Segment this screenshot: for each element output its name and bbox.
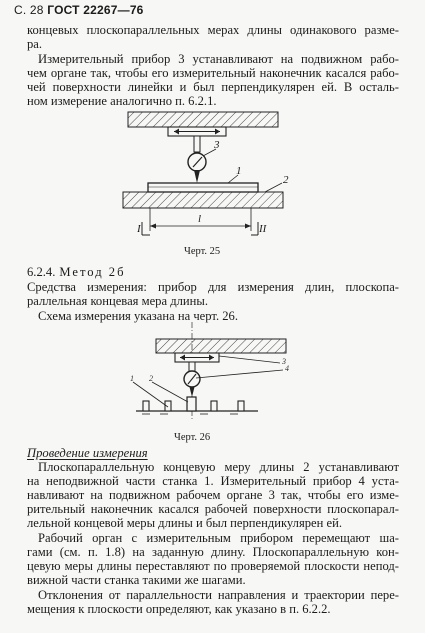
- ruler: [148, 183, 258, 192]
- gauge-block: [143, 401, 149, 411]
- page-number: С. 28: [14, 3, 44, 17]
- label-2: 2: [149, 374, 153, 383]
- figure-26-drawing: [0, 322, 425, 432]
- figure-25-drawing: [0, 110, 425, 250]
- label-3: 3: [282, 357, 286, 366]
- text-line: Плоскопараллельную концевую меру длины 2 устанавливают: [38, 460, 399, 474]
- text-line: вижной части станка такими же шагами.: [27, 573, 246, 587]
- label-ruler: 1: [236, 165, 242, 177]
- gauge-block: [211, 401, 217, 411]
- working-organ-slab: [156, 339, 286, 353]
- mark-I: I: [137, 223, 141, 235]
- page-header: [14, 3, 144, 17]
- subheading: Проведение измерения: [27, 446, 148, 460]
- text-line: мещения к плоскости определяют, как указано в п. 6.2.2.: [27, 602, 331, 616]
- text-line: гами (см. п. 1.8) на заданную длину. Плоскопараллельную кон-: [27, 545, 399, 559]
- text-line: Измерительный прибор 3 устанавливают на подвижном рабо-: [38, 52, 399, 66]
- section-number: 6.2.4.: [27, 265, 56, 279]
- label-base: 2: [283, 174, 289, 186]
- text-line: цевую меры длины переставляют по проверяемой плоскости непод-: [27, 559, 399, 573]
- label-1: 1: [130, 374, 134, 383]
- machine-base: [123, 192, 283, 208]
- moving-slab: [128, 112, 278, 127]
- text-line: ра.: [27, 37, 43, 51]
- section-heading: [27, 265, 126, 280]
- text-line: на неподвижной части станка 1. Измерительный прибор 4 уста-: [27, 474, 399, 488]
- text-line: навливают на подвижном рабочем органе 3 так, чтобы его изме-: [27, 488, 399, 502]
- figure-25-caption: Черт. 25: [184, 246, 221, 257]
- figure-26-caption: Черт. 26: [174, 432, 211, 443]
- text-line: чей поверхности линейки и был перпендикулярен ей. В осталь-: [27, 80, 399, 94]
- text-line: чем органе так, чтобы его измерительный наконечник касался рабо-: [27, 66, 399, 80]
- standard-code: ГОСТ 22267—76: [47, 3, 144, 17]
- label-4: 4: [285, 364, 289, 373]
- mark-II: II: [259, 223, 267, 235]
- section-title: Метод 2б: [59, 265, 126, 279]
- gauge-block: [165, 401, 171, 411]
- gauge-block: [187, 397, 196, 411]
- label-device: 3: [214, 139, 220, 151]
- text-line: концевых плоскопараллельных мерах длины одинакового разме-: [27, 23, 399, 37]
- text-line: Схема измерения указана на черт. 26.: [38, 309, 238, 323]
- text-line: лельной концевой меры длины и был перпендикулярен ей.: [27, 516, 343, 530]
- label-length: l: [198, 213, 202, 225]
- text-line: ном измерение аналогично п. 6.2.1.: [27, 94, 217, 108]
- text-line: Средства измерения: прибор для измерения длин, плоскопа-: [27, 280, 399, 294]
- text-line: раллельная концевая мера длины.: [27, 294, 208, 308]
- text-line: Отклонения от параллельности направления и траектории пере-: [38, 588, 399, 602]
- text-line: Рабочий орган с измерительным прибором перемещают ша-: [38, 531, 399, 545]
- gauge-block: [238, 401, 244, 411]
- text-line: рительный наконечник касался рабочей поверхности плоскопарал-: [27, 502, 399, 516]
